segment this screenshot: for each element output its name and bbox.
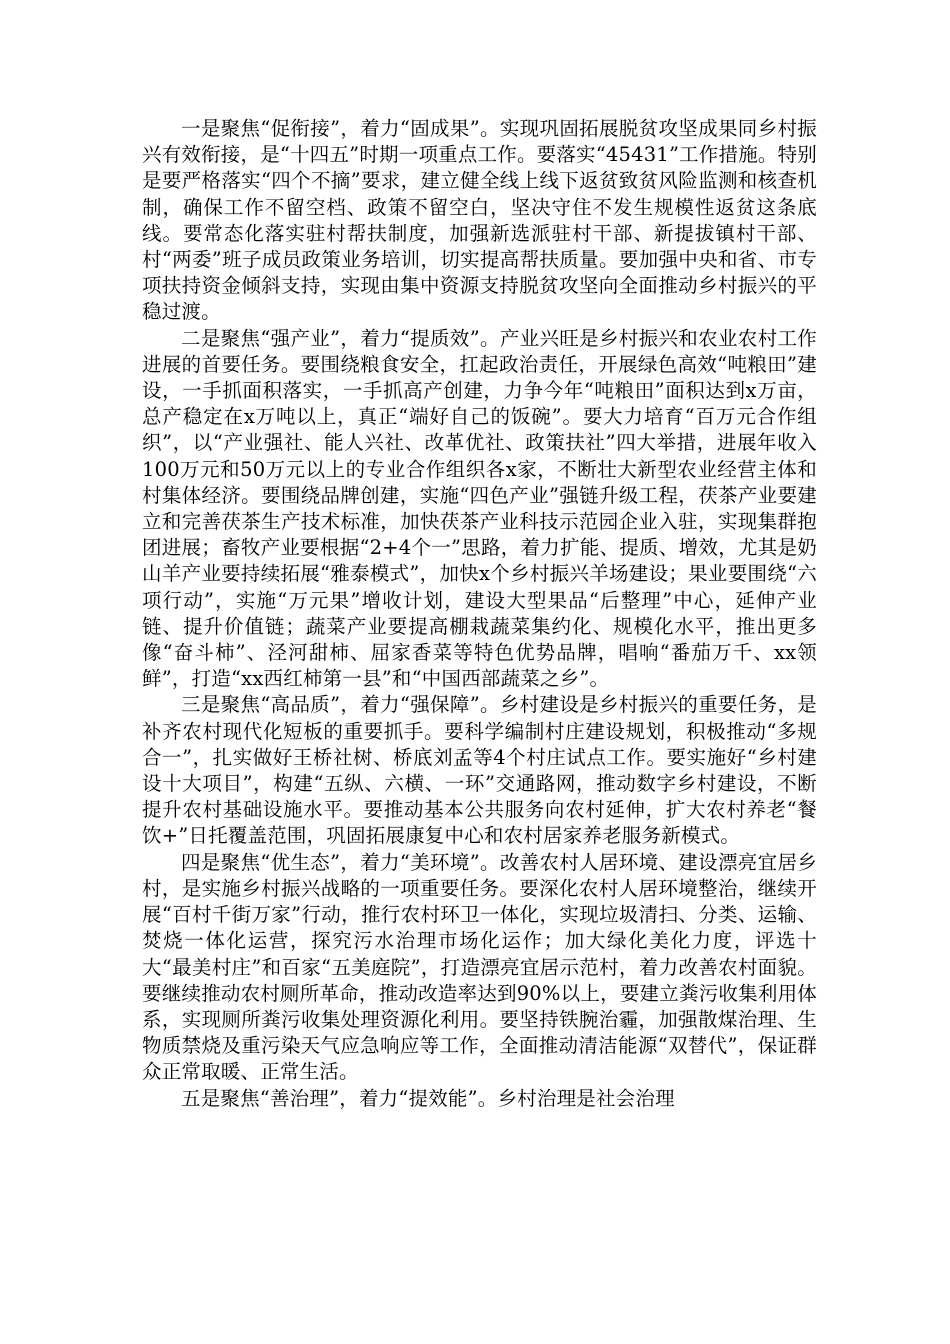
document-page	[142, 116, 817, 1112]
paragraph-2: 二是聚焦“强产业”，着力“提质效”。产业兴旺是乡村振兴和农业农村工作进展的首要任务。要围绕粮食安全，扛起政治责任，开展绿色高效“吨粮田”建设，一手抓面积落实，一手抓高产创建，力争今年“吨粮田”面积达到x万亩，总产稳定在x万吨以上，真正“端好自己的饭碗”。要大力培育“百万元合作组织”，以“产业强社、能人兴社、改革优社、政策扶社”四大举措，进展年收入100万元和50万元以上的专业合作组织各x家，不断壮大新型农业经营主体和村集体经济。要围绕品牌创建，实施“四色产业”强链升级工程，茯茶产业要建立和完善茯茶生产技术标准，加快茯茶产业科技示范园企业入驻，实现集群抱团进展；畜牧产业要根据“2+4个一”思路，着力扩能、提质、增效，尤其是奶山羊产业要持续拓展“雅泰模式”，加快x个乡村振兴羊场建设；果业要围绕“六项行动”，实施“万元果”增收计划，建设大型果品“后整理”中心，延伸产业链、提升价值链；蔬菜产业要提高棚栽蔬菜集约化、规模化水平，推出更多像“奋斗柿”、泾河甜柿、屈家香菜等特色优势品牌，唱响“番茄万千、xx领鲜”，打造“xx西红柿第一县”和“中国西部蔬菜之乡”。	[142, 326, 817, 691]
paragraph-1: 一是聚焦“促衔接”，着力“固成果”。实现巩固拓展脱贫攻坚成果同乡村振兴有效衔接，是“十四五”时期一项重点工作。要落实“45431”工作措施。特别是要严格落实“四个不摘”要求，建立健全线上线下返贫致贫风险监测和核查机制，确保工作不留空档、政策不留空白，坚决守住不发生规模性返贫这条底线。要常态化落实驻村帮扶制度，加强新选派驻村干部、新提拔镇村干部、村“两委”班子成员政策业务培训，切实提高帮扶质量。要加强中央和省、市专项扶持资金倾斜支持，实现由集中资源支持脱贫攻坚向全面推动乡村振兴的平稳过渡。	[142, 117, 818, 324]
paragraph-3: 三是聚焦“高品质”，着力“强保障”。乡村建设是乡村振兴的重要任务，是补齐农村现代化短板的重要抓手。要科学编制村庄建设规划，积极推动“多规合一”，扎实做好王桥社树、桥底刘孟等4个村庄试点工作。要实施好“乡村建设十大项目”，构建“五纵、六横、一环”交通路网，推动数字乡村建设，不断提升农村基础设施水平。要推动基本公共服务向农村延伸，扩大农村养老“餐饮+”日托覆盖范围，巩固拓展康复中心和农村居家养老服务新模式。	[142, 693, 817, 848]
paragraph-4: 四是聚焦“优生态”，着力“美环境”。改善农村人居环境、建设漂亮宜居乡村，是实施乡村振兴战略的一项重要任务。要深化农村人居环境整治，继续开展“百村千街万家”行动，推行农村环卫一体化，实现垃圾清扫、分类、运输、焚烧一体化运营，探究污水治理市场化运作；加大绿化美化力度，评选十大“最美村庄”和百家“五美庭院”，打造漂亮宜居示范村，着力改善农村面貌。要继续推动农村厕所革命，推动改造率达到90%以上，要建立粪污收集利用体系，实现厕所粪污收集处理资源化利用。要坚持铁腕治霾，加强散煤治理、生物质禁烧及重污染天气应急响应等工作，全面推动清洁能源“双替代”，保证群众正常取暖、正常生活。	[142, 850, 817, 1084]
paragraph-5: 五是聚焦“善治理”，着力“提效能”。乡村治理是社会治理	[181, 1086, 675, 1110]
